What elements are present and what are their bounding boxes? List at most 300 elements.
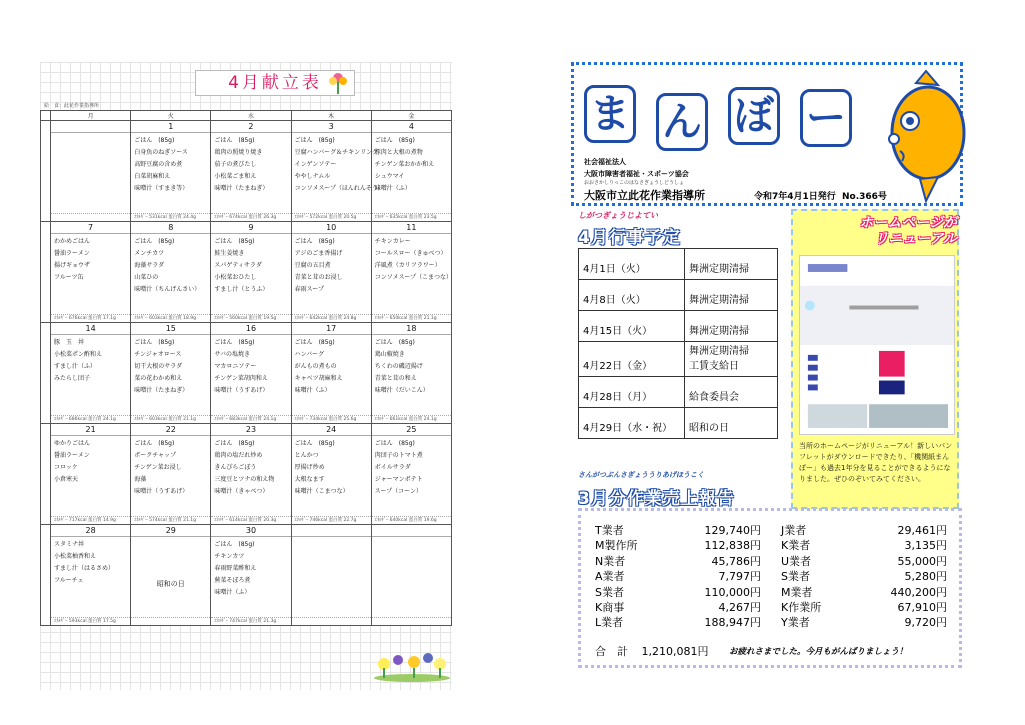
homepage-text: 当所のホームページがリニューアル！新しいパンフレットがダウンロードできたり、「機関紙まんぼー」も過去1年分を見ることができるようになりました。ぜひのぞいてみてください。 xyxy=(799,442,953,483)
vendor-name: Y業者 xyxy=(781,616,810,630)
menu-item: 味噌汁（ふ） xyxy=(374,185,411,192)
office-furigana: おおさかしりっこのはなさぎょうしどうしょ xyxy=(584,180,685,186)
nutrition-info: ｴﾈﾙｷﾞｰ 747kcal 蛋白質 21.3g xyxy=(211,617,290,625)
events-furigana: しがつぎょうじよてい xyxy=(578,211,658,220)
title-char: ま xyxy=(584,85,636,143)
day-number: 4 xyxy=(372,121,451,133)
nutrition-info: ｴﾈﾙｷﾞｰ 640kcal 蛋白質 19.6g xyxy=(372,516,451,524)
sales-row xyxy=(595,538,761,553)
menu-item: 味噌汁（たまねぎ） xyxy=(134,387,189,394)
weekday-header: 木 xyxy=(291,111,371,121)
vendor-name: K業者 xyxy=(781,539,811,553)
nutrition-info: ｴﾈﾙｷﾞｰ 603kcal 蛋白質 21.1g xyxy=(131,415,210,423)
menu-items xyxy=(51,335,130,415)
menu-week-row xyxy=(41,525,452,626)
sales-amount: 29,461円 xyxy=(897,524,947,537)
menu-item: ごはん (85g) xyxy=(294,339,335,346)
menu-item: ごはん (85g) xyxy=(214,541,255,548)
day-number: 28 xyxy=(51,525,130,537)
homepage-renewal-box xyxy=(791,209,959,509)
sales-row xyxy=(781,569,947,584)
sunfish-mascot-icon xyxy=(886,71,966,207)
menu-day-cell xyxy=(51,222,131,323)
event-name xyxy=(685,249,778,280)
menu-item: ちくわの磯辺揚げ xyxy=(374,363,423,370)
nutrition-info: ｴﾈﾙｷﾞｰ 642kcal 蛋白質 24.8g xyxy=(292,314,371,322)
nutrition-info: ｴﾈﾙｷﾞｰ 531kcal 蛋白質 24.4g xyxy=(131,213,210,221)
nutrition-info: ｴﾈﾙｷﾞｰ 686kcal 蛋白質 24.1g xyxy=(51,415,130,423)
sales-amount: 3,135円 xyxy=(904,539,947,553)
menu-item: 肉団子のトマト煮 xyxy=(374,452,423,459)
menu-item: すまし汁（とうふ） xyxy=(214,286,269,293)
event-date: 4月1日（火） xyxy=(579,249,685,280)
sales-row xyxy=(781,615,947,630)
menu-week-row xyxy=(41,121,452,222)
event-date: 4月15日（火） xyxy=(579,311,685,342)
menu-items xyxy=(131,436,210,516)
menu-item: ゆかりごはん xyxy=(54,440,91,447)
menu-item: ごはん (85g) xyxy=(294,137,335,144)
total-label: 合 計 xyxy=(595,645,628,658)
sales-row xyxy=(595,585,761,600)
menu-item: 味噌汁（たまねぎ） xyxy=(214,185,269,192)
menu-week-row xyxy=(41,424,452,525)
event-name xyxy=(685,280,778,311)
menu-items xyxy=(211,436,290,516)
nutrition-info xyxy=(131,617,210,625)
day-number xyxy=(51,121,130,133)
menu-item: 白身魚のねぎソース xyxy=(134,149,188,156)
menu-items xyxy=(292,133,384,213)
menu-item: ごはん (85g) xyxy=(374,440,415,447)
menu-item: チキンカツ xyxy=(214,553,245,560)
event-row xyxy=(579,342,778,377)
nutrition-info: ｴﾈﾙｷﾞｰ 674kcal 蛋白質 26.3g xyxy=(211,213,290,221)
menu-item: 高野豆腐の含め煮 xyxy=(134,161,183,168)
sales-heading: 3月分作業売上報告 xyxy=(578,489,735,509)
menu-day-cell xyxy=(211,525,291,626)
nutrition-info: ｴﾈﾙｷﾞｰ 650kcal 蛋白質 21.1g xyxy=(372,314,451,322)
org-type: 社会福祉法人 xyxy=(584,158,626,166)
day-number: 7 xyxy=(51,222,130,234)
menu-item: 蕪菜そぼろ煮 xyxy=(214,577,251,584)
menu-item: 小松菜ポン酢和え xyxy=(54,351,103,358)
sales-amount: 9,720円 xyxy=(904,616,947,630)
org-name: 大阪市障害者福祉・スポーツ協会 xyxy=(584,170,689,178)
nutrition-info: ｴﾈﾙｷﾞｰ 560kcal 蛋白質 19.5g xyxy=(211,314,290,322)
menu-item: 豆腐ハンバーグ＆チキンリング xyxy=(294,149,378,156)
menu-items xyxy=(131,133,210,213)
menu-items xyxy=(131,335,210,415)
menu-item: マカロニソテー xyxy=(214,363,257,370)
menu-item: 味噌汁（きゃべつ） xyxy=(214,488,269,495)
menu-item: ごはん (85g) xyxy=(134,238,175,245)
weekday-header: 金 xyxy=(371,111,451,121)
nutrition-info: ｴﾈﾙｷﾞｰ 614kcal 蛋白質 20.3g xyxy=(211,516,290,524)
sales-amount: 5,280円 xyxy=(904,570,947,584)
menu-day-cell xyxy=(131,222,211,323)
event-date: 4月8日（火） xyxy=(579,280,685,311)
menu-item: ごはん (85g) xyxy=(214,137,255,144)
day-number: 11 xyxy=(372,222,451,234)
issue-number: No.366号 xyxy=(842,192,887,202)
day-number: 8 xyxy=(131,222,210,234)
menu-day-cell xyxy=(51,525,131,626)
day-number xyxy=(292,525,371,537)
menu-item: ごはん (85g) xyxy=(134,339,175,346)
vendor-name: L業者 xyxy=(595,616,624,630)
menu-title: 4月献立表 xyxy=(195,70,355,96)
menu-item: チンゲン菜おかか和え xyxy=(374,161,435,168)
menu-page xyxy=(40,62,452,690)
event-row xyxy=(579,249,778,280)
menu-item: 白菜胡麻和え xyxy=(134,173,171,180)
event-label: 昭和の日 xyxy=(689,423,729,434)
menu-items xyxy=(372,234,451,314)
menu-item: 鶏山椒焼き xyxy=(374,351,405,358)
event-name xyxy=(685,377,778,408)
sales-amount: 440,200円 xyxy=(890,585,947,599)
menu-item: 豆腐の五目煮 xyxy=(294,262,331,269)
menu-items xyxy=(372,335,451,415)
sales-amount: 67,910円 xyxy=(897,601,947,615)
nutrition-info: ｴﾈﾙｷﾞｰ 593kcal 蛋白質 17.5g xyxy=(51,617,130,625)
vendor-name: S業者 xyxy=(595,585,624,599)
menu-item: スープ（コーン） xyxy=(374,488,423,495)
menu-item: 豚 玉 丼 xyxy=(54,339,85,346)
sales-row xyxy=(595,615,761,630)
sales-amount: 4,267円 xyxy=(718,601,761,615)
menu-day-cell xyxy=(291,424,371,525)
menu-day-cell xyxy=(291,222,371,323)
day-number: 24 xyxy=(292,424,371,436)
menu-item: ごはん (85g) xyxy=(214,238,255,245)
event-label: 工賃支給日 xyxy=(689,361,739,372)
sales-row xyxy=(595,554,761,569)
menu-item: ごはん (85g) xyxy=(374,339,415,346)
row-side-label xyxy=(41,222,51,323)
sales-total xyxy=(595,643,708,659)
menu-item: 醤油ラーメン xyxy=(54,250,90,257)
nutrition-info: ｴﾈﾙｷﾞｰ 574kcal 蛋白質 21.1g xyxy=(131,516,210,524)
menu-day-cell xyxy=(291,323,371,424)
closing-message: お疲れさまでした。今月もがんばりましょう！ xyxy=(729,647,908,657)
menu-item: 味噌汁（だいこん） xyxy=(374,387,429,394)
day-number: 21 xyxy=(51,424,130,436)
menu-item: メンチカツ xyxy=(134,250,165,257)
banner-line: ホームページが xyxy=(859,215,957,231)
menu-item: スタミナ丼 xyxy=(54,541,85,548)
menu-day-cell xyxy=(211,323,291,424)
menu-day-cell xyxy=(211,424,291,525)
row-side-label xyxy=(41,121,51,222)
event-row xyxy=(579,280,778,311)
menu-item: 切干大根のサラダ xyxy=(134,363,183,370)
event-date: 4月28日（月） xyxy=(579,377,685,408)
sales-column-right xyxy=(781,523,947,631)
menu-day-cell xyxy=(211,121,291,222)
menu-items xyxy=(131,537,210,617)
menu-item: 揚げギョウザ xyxy=(54,262,91,269)
event-label: 舞洲定期清掃 xyxy=(689,295,749,306)
menu-item: コンソメスープ（ほんれんそう） xyxy=(294,185,384,192)
weekday-header: 水 xyxy=(211,111,291,121)
menu-item: 厚揚げ炒め xyxy=(294,464,325,471)
vendor-name: K商事 xyxy=(595,601,625,615)
vendor-name: A業者 xyxy=(595,570,625,584)
menu-item: 小松菜ごま和え xyxy=(214,173,257,180)
nutrition-info: ｴﾈﾙｷﾞｰ 717kcal 蛋白質 14.9g xyxy=(51,516,130,524)
weekday-header: 火 xyxy=(131,111,211,121)
weekday-header: 月 xyxy=(51,111,131,121)
menu-item: 味噌汁（ふ） xyxy=(294,387,331,394)
menu-items xyxy=(292,335,371,415)
event-name xyxy=(685,342,778,377)
menu-item: ごはん (85g) xyxy=(294,440,335,447)
event-row xyxy=(579,408,778,439)
menu-item: とんかつ xyxy=(294,452,319,459)
vendor-name: K作業所 xyxy=(781,601,822,615)
menu-items xyxy=(372,133,451,213)
day-number: 18 xyxy=(372,323,451,335)
menu-item: 山菜ひの xyxy=(134,274,159,281)
menu-item: がんもの煮もの xyxy=(294,363,337,370)
menu-items xyxy=(372,436,451,516)
issue-date: 令和7年4月1日発行 xyxy=(754,192,836,202)
menu-item: ごはん (85g) xyxy=(134,440,175,447)
menu-items xyxy=(211,335,290,415)
nutrition-info xyxy=(372,617,451,625)
menu-day-cell xyxy=(371,121,451,222)
menu-day-cell xyxy=(371,222,451,323)
menu-item: ポークチャップ xyxy=(134,452,177,459)
menu-item: 三度豆とツナの和え物 xyxy=(214,476,275,483)
event-name xyxy=(685,408,778,439)
row-side-label xyxy=(41,424,51,525)
sales-amount: 45,786円 xyxy=(711,554,761,568)
menu-day-cell xyxy=(131,424,211,525)
day-number: 25 xyxy=(372,424,451,436)
nutrition-info: ｴﾈﾙｷﾞｰ 661kcal 蛋白質 24.1g xyxy=(372,415,451,423)
sales-amount: 55,000円 xyxy=(897,554,947,568)
sales-row xyxy=(781,585,947,600)
day-number: 29 xyxy=(131,525,210,537)
menu-items xyxy=(372,537,451,617)
row-side-label xyxy=(41,525,51,626)
menu-item: 春雨スープ xyxy=(294,286,324,293)
menu-item: アジのごま香揚げ xyxy=(294,250,343,257)
sales-amount: 110,000円 xyxy=(704,585,761,599)
day-number: 2 xyxy=(211,121,290,133)
title-char: ー xyxy=(800,89,852,147)
menu-item: 味噌汁（うすあげ） xyxy=(134,488,189,495)
menu-item: シュウマイ xyxy=(374,173,405,180)
menu-item: 菜の花わかめ和え xyxy=(134,375,183,382)
event-date: 4月22日（金） xyxy=(579,342,685,377)
menu-item: キャベツ胡麻和え xyxy=(294,375,343,382)
menu-item: ごはん (85g) xyxy=(214,440,255,447)
menu-item: わかめごはん xyxy=(54,238,91,245)
nutrition-info xyxy=(292,617,371,625)
menu-item: 青菜と茸の和え xyxy=(374,375,417,382)
menu-item: 小松菜柚香和え xyxy=(54,553,97,560)
menu-item: 海藻 xyxy=(134,476,147,483)
menu-item: 醤油ラーメン xyxy=(54,452,90,459)
banner-line: リニューアル xyxy=(874,231,957,247)
event-date: 4月29日（水・祝） xyxy=(579,408,685,439)
menu-items xyxy=(211,133,290,213)
menu-item: 味噌汁（ちんげんさい） xyxy=(134,286,201,293)
menu-item: フルーチェ xyxy=(54,577,84,584)
event-label: 舞洲定期清掃 xyxy=(689,264,749,275)
sales-row xyxy=(595,523,761,538)
menu-item: 青菜と茸のお浸し xyxy=(294,274,343,281)
menu-day-cell xyxy=(131,323,211,424)
event-label: 給食委員会 xyxy=(689,392,739,403)
menu-day-cell xyxy=(51,121,131,222)
menu-table xyxy=(40,110,452,626)
nutrition-info: ｴﾈﾙｷﾞｰ 572kcal 蛋白質 20.5g xyxy=(292,213,371,221)
menu-items xyxy=(51,133,130,213)
nutrition-info: ｴﾈﾙｷﾞｰ 635kcal 蛋白質 23.5g xyxy=(372,213,451,221)
day-number: 22 xyxy=(131,424,210,436)
menu-item: 小松菜おひたし xyxy=(214,274,257,281)
sales-amount: 7,797円 xyxy=(718,570,761,584)
nutrition-info: ｴﾈﾙｷﾞｰ 676kcal 蛋白質 17.1g xyxy=(51,314,130,322)
menu-item: 豚肉と大根の煮物 xyxy=(374,149,423,156)
day-number: 9 xyxy=(211,222,290,234)
menu-items xyxy=(51,537,130,617)
nutrition-info xyxy=(51,213,130,221)
menu-item: 小倉寒天 xyxy=(54,476,79,483)
menu-items xyxy=(131,234,210,314)
menu-item: コロッケ xyxy=(54,464,78,471)
menu-day-cell xyxy=(131,121,211,222)
nutrition-info: ｴﾈﾙｷﾞｰ 603kcal 蛋白質 18.9g xyxy=(131,314,210,322)
menu-item: すまし汁（はるさめ） xyxy=(54,565,115,572)
menu-item: ごはん (85g) xyxy=(214,339,255,346)
vendor-name: S業者 xyxy=(781,570,810,584)
homepage-banner xyxy=(833,215,957,249)
menu-item: 鶏肉の照焼り焼き xyxy=(214,149,263,156)
menu-meta: 給 食：此花作業指導所 xyxy=(44,103,100,109)
sales-amount: 188,947円 xyxy=(704,616,761,630)
menu-item: フルーツ缶 xyxy=(54,274,84,281)
vendor-name: M製作所 xyxy=(595,539,638,553)
office-name: 大阪市立此花作業指導所 xyxy=(584,189,705,202)
menu-item: 茄子の煮びたし xyxy=(214,161,257,168)
corner-cell xyxy=(41,111,51,121)
menu-item: スパゲティサラダ xyxy=(214,262,262,269)
vendor-name: J業者 xyxy=(781,524,807,537)
menu-day-cell xyxy=(371,424,451,525)
menu-item: ややしナムル xyxy=(294,173,331,180)
menu-items xyxy=(211,537,290,617)
menu-day-cell xyxy=(291,121,384,222)
menu-item: ごはん (85g) xyxy=(294,238,335,245)
vendor-name: N業者 xyxy=(595,554,626,568)
day-number: 23 xyxy=(211,424,290,436)
sales-row xyxy=(781,554,947,569)
menu-item: ジャーマンポテト xyxy=(374,476,423,483)
sales-furigana: さんがつぶんさぎょううりあげほうこく xyxy=(578,471,704,479)
sales-amount: 129,740円 xyxy=(704,524,761,537)
sales-report-box xyxy=(578,508,962,668)
total-amount: 1,210,081円 xyxy=(641,645,709,658)
nutrition-info: ｴﾈﾙｷﾞｰ 683kcal 蛋白質 24.1g xyxy=(211,415,290,423)
menu-item: ハンバーグ xyxy=(294,351,325,358)
menu-items xyxy=(292,234,371,314)
event-row xyxy=(579,311,778,342)
holiday-label: 昭和の日 xyxy=(156,580,185,588)
day-number: 3 xyxy=(292,121,371,133)
menu-day-cell xyxy=(371,323,451,424)
sales-row xyxy=(781,523,947,538)
day-number: 16 xyxy=(211,323,290,335)
sales-row xyxy=(781,600,947,615)
menu-day-cell xyxy=(51,424,131,525)
menu-item: チキンカレー xyxy=(374,238,411,245)
sales-amount: 112,838円 xyxy=(704,539,761,553)
spring-flowers-illustration xyxy=(372,642,452,682)
event-label: 舞洲定期清掃 xyxy=(689,326,749,337)
menu-week-row xyxy=(41,323,452,424)
menu-item: 海藻サラダ xyxy=(134,262,165,269)
menu-item: 味噌汁（こまつな） xyxy=(294,488,349,495)
menu-item: チンジャオロース xyxy=(134,351,182,358)
menu-item: みたらし団子 xyxy=(54,375,91,382)
sales-row xyxy=(595,569,761,584)
website-screenshot xyxy=(799,255,955,435)
day-number: 10 xyxy=(292,222,371,234)
menu-item: 味噌汁（ふ） xyxy=(214,589,251,596)
sales-column-left xyxy=(595,523,761,631)
title-char: ぼ xyxy=(728,87,780,145)
nutrition-info: ｴﾈﾙｷﾞｰ 734kcal 蛋白質 25.6g xyxy=(292,415,371,423)
menu-item: チンゲン菜お浸し xyxy=(134,464,182,471)
menu-day-cell xyxy=(131,525,211,626)
day-number xyxy=(372,525,451,537)
menu-item: 鶏肉の塩だれ炒め xyxy=(214,452,263,459)
menu-item: ボイルサラダ xyxy=(374,464,411,471)
menu-item: 鮭生姜焼き xyxy=(214,250,245,257)
event-label: 舞洲定期清掃 xyxy=(689,346,749,357)
menu-item: すまし汁（ふ） xyxy=(54,363,97,370)
menu-item: きんぴらごぼう xyxy=(214,464,257,471)
menu-day-cell xyxy=(51,323,131,424)
menu-item: 洋風煮（カリフラワー） xyxy=(374,262,441,269)
menu-items xyxy=(292,537,371,617)
menu-item: ごはん (85g) xyxy=(374,137,415,144)
vendor-name: U業者 xyxy=(781,554,812,568)
menu-item: サバの塩焼き xyxy=(214,351,251,358)
menu-items xyxy=(51,234,130,314)
row-side-label xyxy=(41,323,51,424)
menu-day-cell xyxy=(211,222,291,323)
day-number: 17 xyxy=(292,323,371,335)
day-number: 14 xyxy=(51,323,130,335)
menu-item: 大根なます xyxy=(294,476,325,483)
event-row xyxy=(579,377,778,408)
day-number: 1 xyxy=(131,121,210,133)
menu-day-cell xyxy=(291,525,371,626)
menu-day-cell xyxy=(371,525,451,626)
nutrition-info: ｴﾈﾙｷﾞｰ 746kcal 蛋白質 22.7g xyxy=(292,516,371,524)
sales-row xyxy=(595,600,761,615)
menu-week-row xyxy=(41,222,452,323)
menu-item: ごはん (85g) xyxy=(134,137,175,144)
menu-item: コールスロー（きゅべつ） xyxy=(374,250,447,257)
